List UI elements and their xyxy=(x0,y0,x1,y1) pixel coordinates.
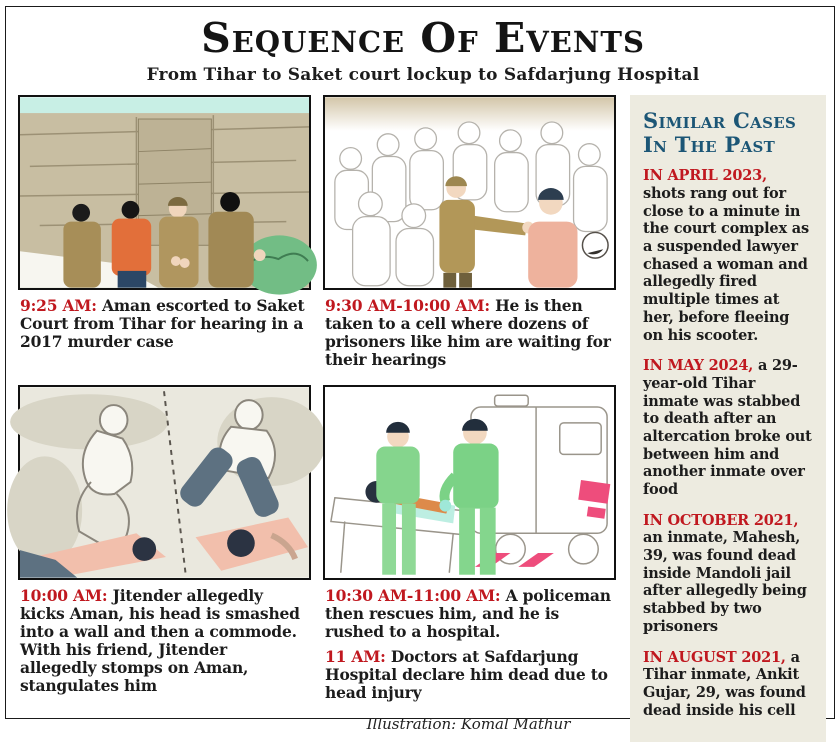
caption-text: Doctors at Safdarjung Hospital declare him dead due to head injury xyxy=(325,646,608,702)
caption-cell xyxy=(323,290,616,385)
case-text: an inmate, Mahesh, 39, was found dead inside Mandoli jail after allegedly being stabbed by two prisoners xyxy=(643,529,807,635)
similar-case-item xyxy=(643,167,813,344)
caption-assault xyxy=(18,580,311,742)
time-label: 11 AM: xyxy=(325,646,386,666)
time-label: 10:30 AM-11:00 AM: xyxy=(325,586,501,606)
caption-text: Jitender allegedly kicks Aman, his head is smashed into a wall and then a commode. With his friend, Jitender allegedly stomps on Aman, stangulates him xyxy=(20,586,300,695)
illustration-panel-assault xyxy=(18,385,311,580)
main-content xyxy=(18,95,828,742)
time-label: 9:25 AM: xyxy=(20,296,97,316)
lockup-cell-illustration xyxy=(325,97,614,288)
similar-cases-sidebar xyxy=(630,95,826,742)
caption-escort xyxy=(18,290,311,385)
case-date-label: IN AUGUST 2021, xyxy=(643,648,786,666)
time-label: 10:00 AM: xyxy=(20,586,108,606)
sidebar-title: Similar Cases In The Past xyxy=(643,108,797,158)
case-date-label: IN MAY 2024, xyxy=(643,357,754,375)
similar-case-item xyxy=(643,512,813,636)
similar-case-item xyxy=(643,649,813,720)
page-frame xyxy=(5,6,835,733)
case-date-label: IN OCTOBER 2021, xyxy=(643,511,799,529)
time-label: 9:30 AM-10:00 AM: xyxy=(325,296,490,316)
sequence-grid xyxy=(18,95,616,742)
caption-hospital xyxy=(323,580,616,742)
case-text: a 29-year-old Tihar inmate was stabbed to death after an altercation broke out between him and another inmate over food xyxy=(643,357,812,499)
illustration-credit: Illustration: Komal Mathur xyxy=(366,714,571,733)
illustration-panel-cell xyxy=(323,95,616,290)
jail-escort-illustration xyxy=(20,97,309,288)
illustration-panel-escort xyxy=(18,95,311,290)
page-subtitle: From Tihar to Saket court lockup to Safdarjung Hospital xyxy=(146,65,700,86)
page-title: Sequence Of Events xyxy=(201,14,645,62)
case-text: a Tihar inmate, Ankit Gujar, 29, was found dead inside his cell xyxy=(643,648,806,719)
similar-case-item xyxy=(643,357,813,499)
caption-text: Aman escorted to Saket Court from Tihar for hearing in a 2017 murder case xyxy=(20,296,305,351)
caption-text: He is then taken to a cell where dozens of prisoners like him are waiting for their hearings xyxy=(325,296,611,369)
hospital-ambulance-illustration xyxy=(325,387,614,578)
header xyxy=(18,14,828,86)
assault-illustration xyxy=(20,387,309,578)
case-date-label: IN APRIL 2023, xyxy=(643,167,767,185)
caption-text: A policeman then rescues him, and he is rushed to a hospital. xyxy=(325,586,611,641)
case-text: shots rang out for close to a minute in the court complex as a suspended lawyer chased a woman and allegedly fired multiple times at her, before fleeing on his scooter. xyxy=(643,185,809,344)
illustration-panel-hospital xyxy=(323,385,616,580)
